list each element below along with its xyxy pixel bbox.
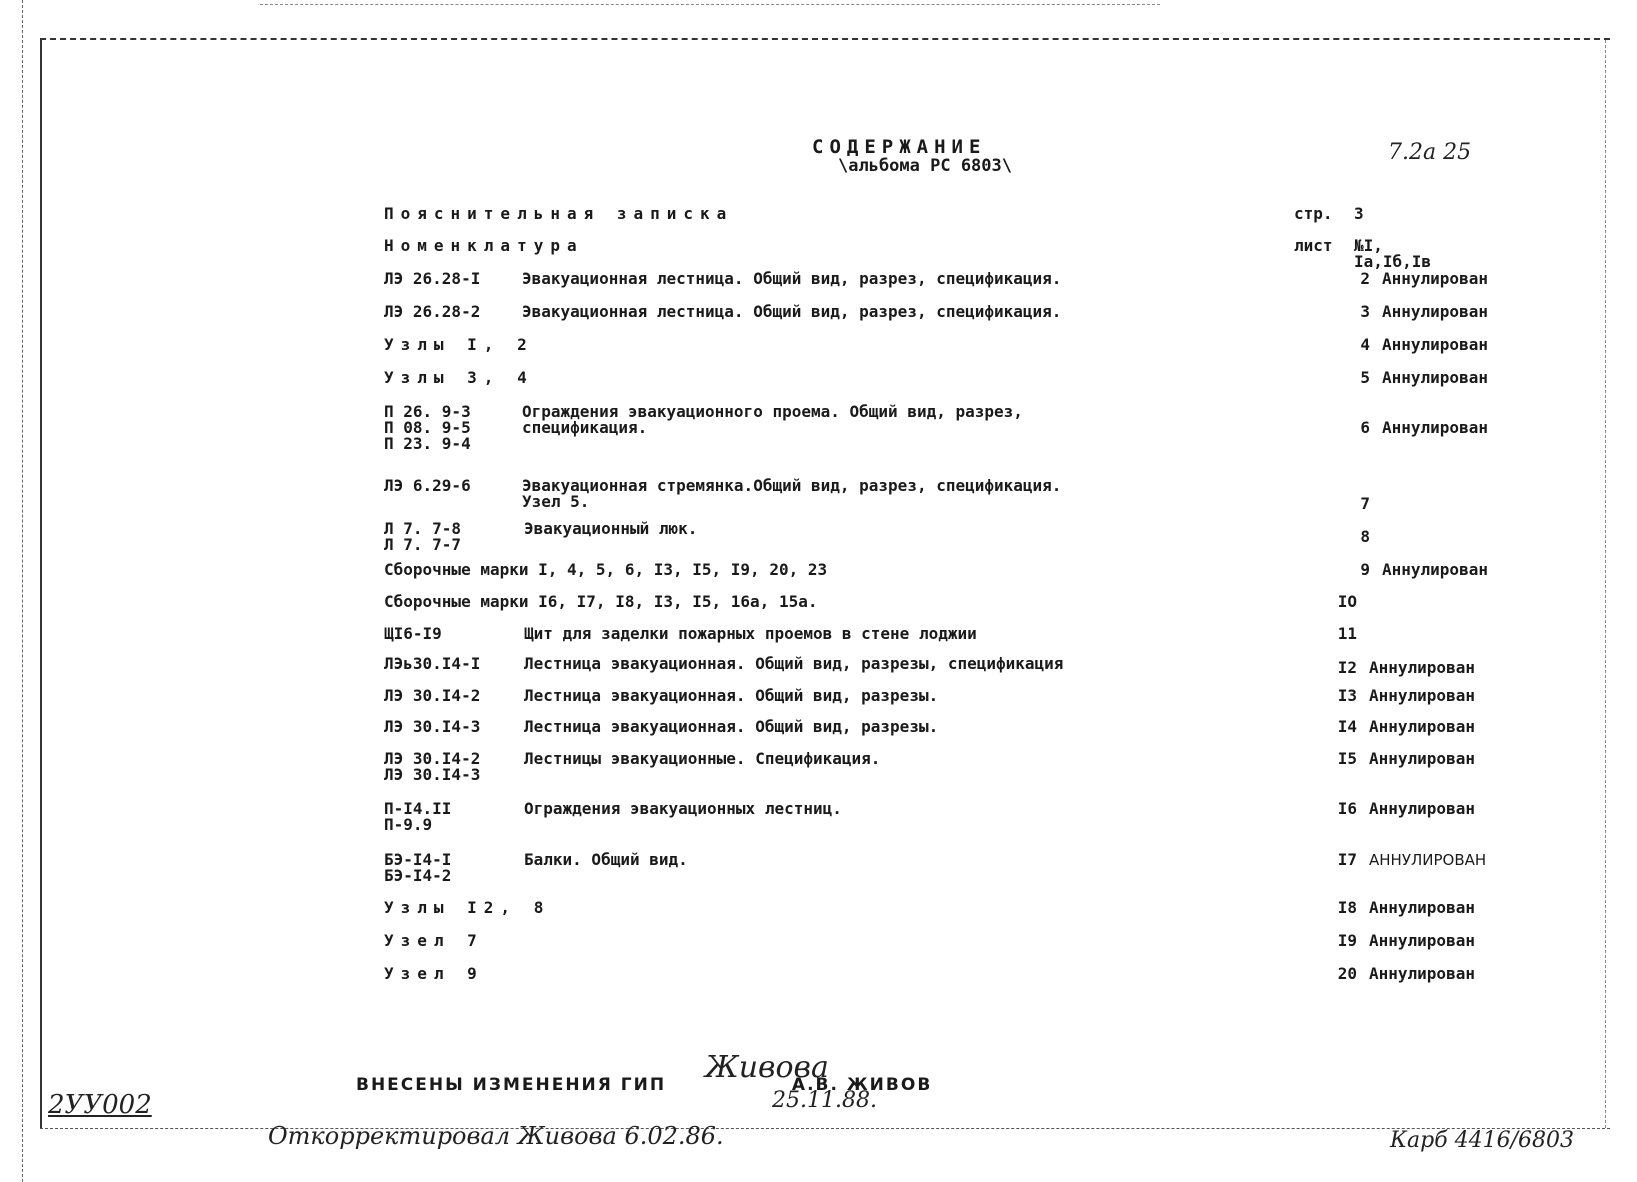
row-status: Аннулирован: [1369, 658, 1475, 677]
row-code: ЛЭ 30.I4-2: [384, 686, 481, 705]
row-status: Аннулирован: [1382, 335, 1488, 354]
row-code: ЛЭь30.I4-I: [384, 654, 481, 673]
row-code: ЛЭ 26.28-I: [384, 269, 481, 288]
row-sheet-number: 6: [1360, 418, 1370, 437]
footer-text: ВНЕСЕНЫ ИЗМЕНЕНИЯ ГИП: [356, 1075, 667, 1095]
row-sheet-number: I3: [1337, 686, 1357, 705]
row-status: Аннулирован: [1369, 799, 1475, 818]
row-code: Л 7. 7-8 Л 7. 7-7: [384, 519, 462, 554]
row-status: Аннулирован: [1382, 368, 1488, 387]
handwritten-reference: 7.2а 25: [1388, 140, 1472, 165]
row-description: Лестница эвакуационная. Общий вид, разрезы.: [524, 717, 939, 736]
row-status: Аннулирован: [1369, 898, 1475, 917]
row-sheet-number: I9: [1337, 931, 1357, 950]
row-code: Сборочные марки I6, I7, I8, I3, I5, 16а, 15а.: [384, 592, 818, 611]
row-sheet-number: I5: [1337, 749, 1357, 768]
row-code: ЛЭ 6.29-6: [384, 476, 471, 495]
row-description: Эвакуационная лестница. Общий вид, разрез, спецификация.: [522, 302, 1062, 321]
row-sheet-number: I2: [1337, 658, 1357, 677]
row-code: ЩI6-I9: [384, 624, 442, 643]
row-code: ЛЭ 30.I4-3: [384, 717, 481, 736]
row-description: Эвакуационная лестница. Общий вид, разрез, спецификация.: [522, 269, 1062, 288]
row-sheet-number: I4: [1337, 717, 1357, 736]
row-description: Щит для заделки пожарных проемов в стене лоджии: [524, 624, 977, 643]
row-code: П-I4.II П-9.9: [384, 799, 452, 834]
handwritten-archive-note: Карб 4416/6803: [1390, 1128, 1575, 1153]
frame-right-border: [1605, 40, 1606, 1128]
footer-name: А.В. ЖИВОВ: [791, 1075, 933, 1095]
row-status: Аннулирован: [1382, 560, 1488, 579]
row-sheet-number: I6: [1337, 799, 1357, 818]
row-code: Узлы 3, 4: [384, 368, 534, 387]
row-code: Узел 7: [384, 931, 484, 950]
signature-1: Живова: [705, 1050, 829, 1085]
row-code: Сборочные марки I, 4, 5, 6, I3, I5, I9, 20, 23: [384, 560, 828, 579]
row-status: Аннулирован: [1369, 964, 1475, 983]
row-status: Аннулирован: [1369, 686, 1475, 705]
row-code: Узлы I2, 8: [384, 898, 551, 917]
row-description: Пояснительная записка: [384, 204, 734, 223]
row-status: Аннулирован: [1369, 749, 1475, 768]
row-description: Эвакуационная стремянка.Общий вид, разрез, спецификация. Узел 5.: [522, 476, 1062, 511]
row-description: Лестницы эвакуационные. Спецификация.: [524, 749, 881, 768]
row-code: П 26. 9-3 П 08. 9-5 П 23. 9-4: [384, 402, 471, 453]
row-status: Аннулирован: [1382, 269, 1488, 288]
row-code: ЛЭ 30.I4-2 ЛЭ 30.I4-3: [384, 749, 481, 784]
row-description: Эвакуационный люк.: [524, 519, 698, 538]
row-status: Аннулирован: [1369, 717, 1475, 736]
row-sheet-number: 4: [1360, 335, 1370, 354]
document-subtitle: \альбома РС 6803\: [838, 156, 1012, 176]
row-sheet-number: 5: [1360, 368, 1370, 387]
row-status: Аннулирован: [1382, 418, 1488, 437]
frame-left-border: [40, 38, 42, 1128]
row-sheet-number: 7: [1360, 494, 1370, 513]
row-description: Лестница эвакуационная. Общий вид, разрезы, спецификация: [524, 654, 1064, 673]
row-page-label: лист: [1294, 236, 1333, 255]
frame-top-border: [40, 38, 1610, 40]
handwritten-correction-note: Откорректировал Живова 6.02.86.: [268, 1122, 724, 1150]
row-code: ЛЭ 26.28-2: [384, 302, 481, 321]
row-description: Лестница эвакуационная. Общий вид, разрезы.: [524, 686, 939, 705]
row-sheet-number: I7: [1337, 850, 1357, 869]
row-code: Узлы I, 2: [384, 335, 534, 354]
row-sheet-number: 3: [1360, 302, 1370, 321]
row-sheet-number: 9: [1360, 560, 1370, 579]
row-description: Ограждения эвакуационных лестниц.: [524, 799, 842, 818]
row-description: Номенклатура: [384, 236, 584, 255]
row-status: Аннулирован: [1382, 302, 1488, 321]
row-code: Узел 9: [384, 964, 484, 983]
top-dashed-line: [260, 4, 1160, 5]
row-code: БЭ-I4-I БЭ-I4-2: [384, 850, 452, 885]
row-sheet-number: 11: [1337, 624, 1357, 643]
row-sheet-number: IO: [1337, 592, 1357, 611]
row-page-label: стр.: [1294, 204, 1333, 223]
row-sheet-number: 20: [1337, 964, 1357, 983]
handwritten-number: 2УУ002: [48, 1090, 152, 1120]
row-sheet-number: I8: [1337, 898, 1357, 917]
row-description: Ограждения эвакуационного проема. Общий вид, разрез, спецификация.: [522, 402, 1023, 437]
document-title: СОДЕРЖАНИЕ: [812, 136, 987, 158]
outer-left-border: [22, 0, 23, 1182]
row-sheet-number: 8: [1360, 527, 1370, 546]
row-sheet-number: 3: [1354, 204, 1364, 223]
row-status: АННУЛИРОВАН: [1369, 851, 1487, 869]
row-status: Аннулирован: [1369, 931, 1475, 950]
row-description: Балки. Общий вид.: [524, 850, 688, 869]
row-sheet-number: №I, Iа,Iб,Iв: [1354, 236, 1432, 271]
row-sheet-number: 2: [1360, 269, 1370, 288]
signature-date: 25.11.88.: [772, 1088, 877, 1113]
